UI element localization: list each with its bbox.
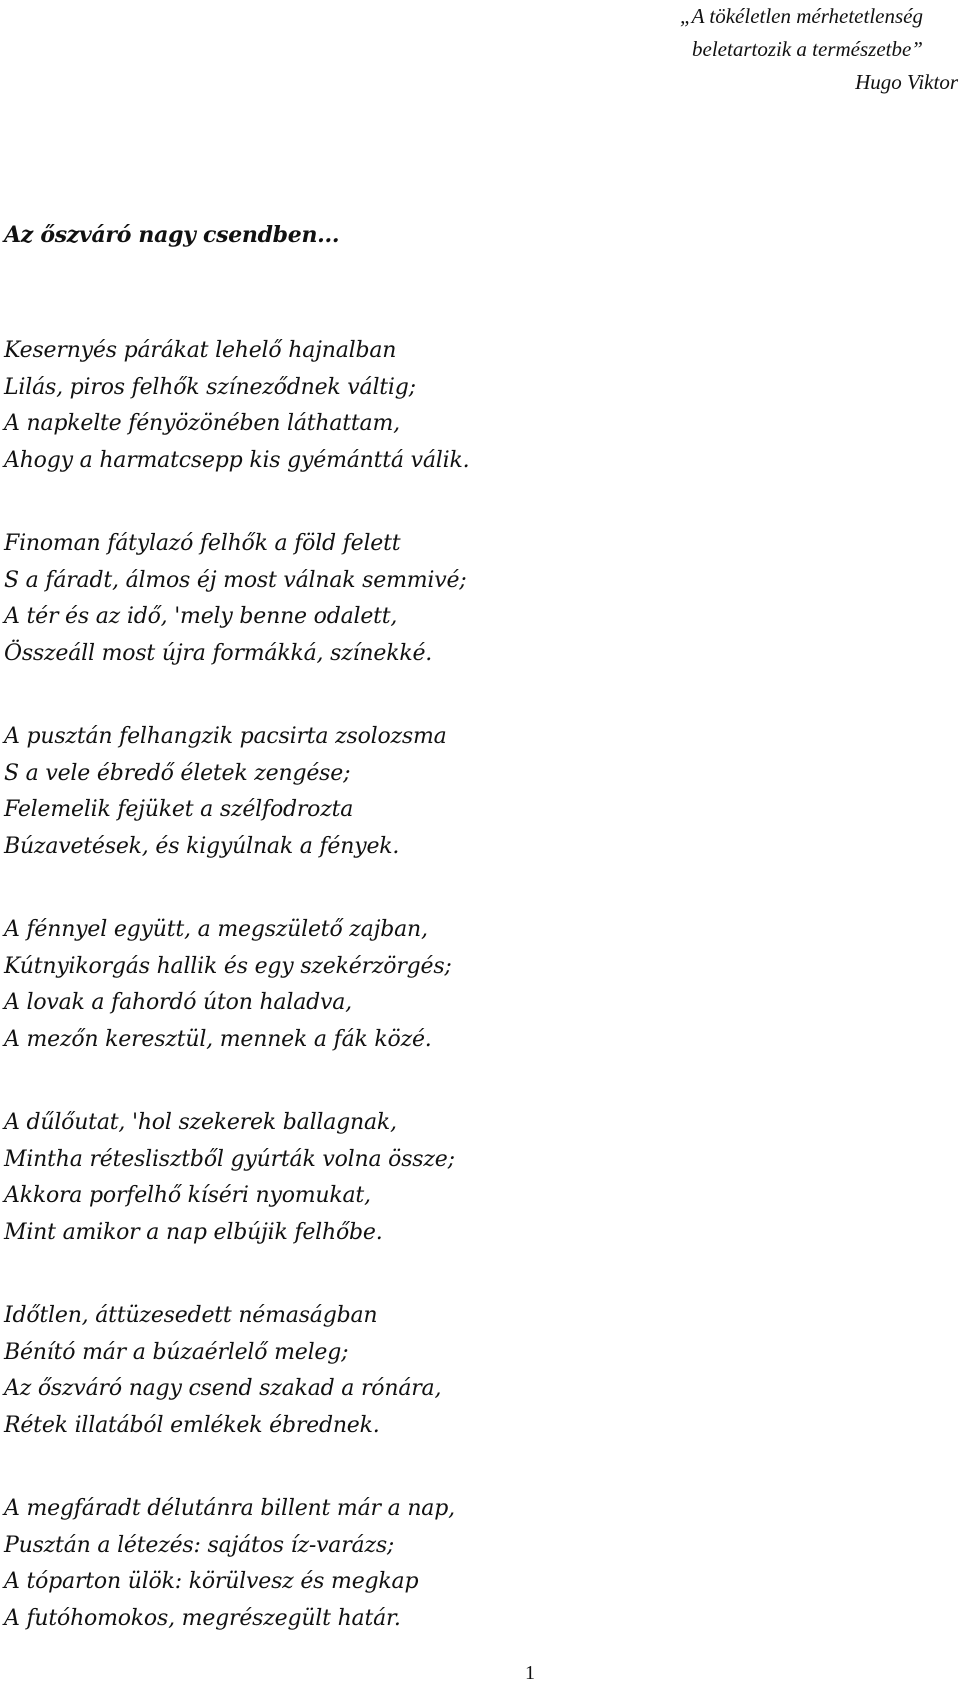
verse-line: S a fáradt, álmos éj most válnak semmivé; [4, 567, 467, 593]
verse-line: Bénító már a búzaérlelő meleg; [4, 1339, 349, 1365]
verse-line: Kesernyés párákat lehelő hajnalban [4, 338, 397, 363]
verse-line: A megfáradt délutánra billent már a nap, [4, 1496, 455, 1521]
stanza-2 [4, 526, 944, 672]
verse-line: Ahogy a harmatcsepp kis gyémánttá válik. [4, 447, 470, 473]
epigraph-author: Hugo Viktor [855, 70, 958, 94]
verse-line: Mint amikor a nap elbújik felhőbe. [4, 1219, 383, 1245]
verse-line: Mintha réteslisztből gyúrták volna össze; [4, 1146, 455, 1172]
stanza-3 [4, 719, 944, 865]
verse-line: Lilás, piros felhők színeződnek váltig; [4, 374, 416, 400]
verse-line: A mezőn keresztül, mennek a fák közé. [4, 1026, 432, 1052]
verse-line: Felemelik fejüket a szélfodrozta [4, 797, 354, 822]
verse-line: A fénnyel együtt, a megszülető zajban, [4, 917, 428, 942]
page-number: 1 [525, 1662, 535, 1684]
verse-line: A futóhomokos, megrészegült határ. [4, 1605, 401, 1631]
verse-line: Akkora porfelhő kíséri nyomukat, [4, 1183, 371, 1208]
verse-line: A dűlőutat, 'hol szekerek ballagnak, [4, 1110, 397, 1135]
poem-title: Az őszváró nagy csendben... [4, 222, 340, 248]
verse-line: Időtlen, áttüzesedett némaságban [4, 1303, 378, 1328]
stanza-4 [4, 912, 944, 1058]
verse-line: Az őszváró nagy csend szakad a rónára, [4, 1376, 442, 1401]
verse-line: A lovak a fahordó úton haladva, [4, 990, 352, 1015]
epigraph [620, 0, 960, 99]
stanza-6 [4, 1298, 944, 1444]
verse-line: A napkelte fényözönében láthattam, [4, 411, 400, 436]
verse-line: A pusztán felhangzik pacsirta zsolozsma [4, 724, 447, 749]
verse-line: Finoman fátylazó felhők a föld felett [4, 531, 401, 556]
verse-line: Kútnyikorgás hallik és egy szekérzörgés; [4, 953, 452, 979]
epigraph-quote-line-1: „A tökéletlen mérhetetlenség [680, 4, 923, 28]
verse-line: Rétek illatából emlékek ébrednek. [4, 1412, 380, 1438]
stanza-7 [4, 1491, 944, 1637]
verse-line: Búzavetések, és kigyúlnak a fények. [4, 833, 400, 859]
verse-line: Összeáll most újra formákká, színekké. [4, 640, 433, 666]
stanza-5 [4, 1105, 944, 1251]
verse-line: S a vele ébredő életek zengése; [4, 760, 351, 786]
verse-line: A tér és az idő, 'mely benne odalett, [4, 604, 398, 629]
poem-body [4, 333, 944, 1684]
stanza-1 [4, 333, 944, 479]
epigraph-quote-line-2: beletartozik a természetbe” [692, 37, 923, 61]
verse-line: Pusztán a létezés: sajátos íz-varázs; [4, 1532, 395, 1558]
verse-line: A tóparton ülök: körülvesz és megkap [4, 1569, 419, 1594]
